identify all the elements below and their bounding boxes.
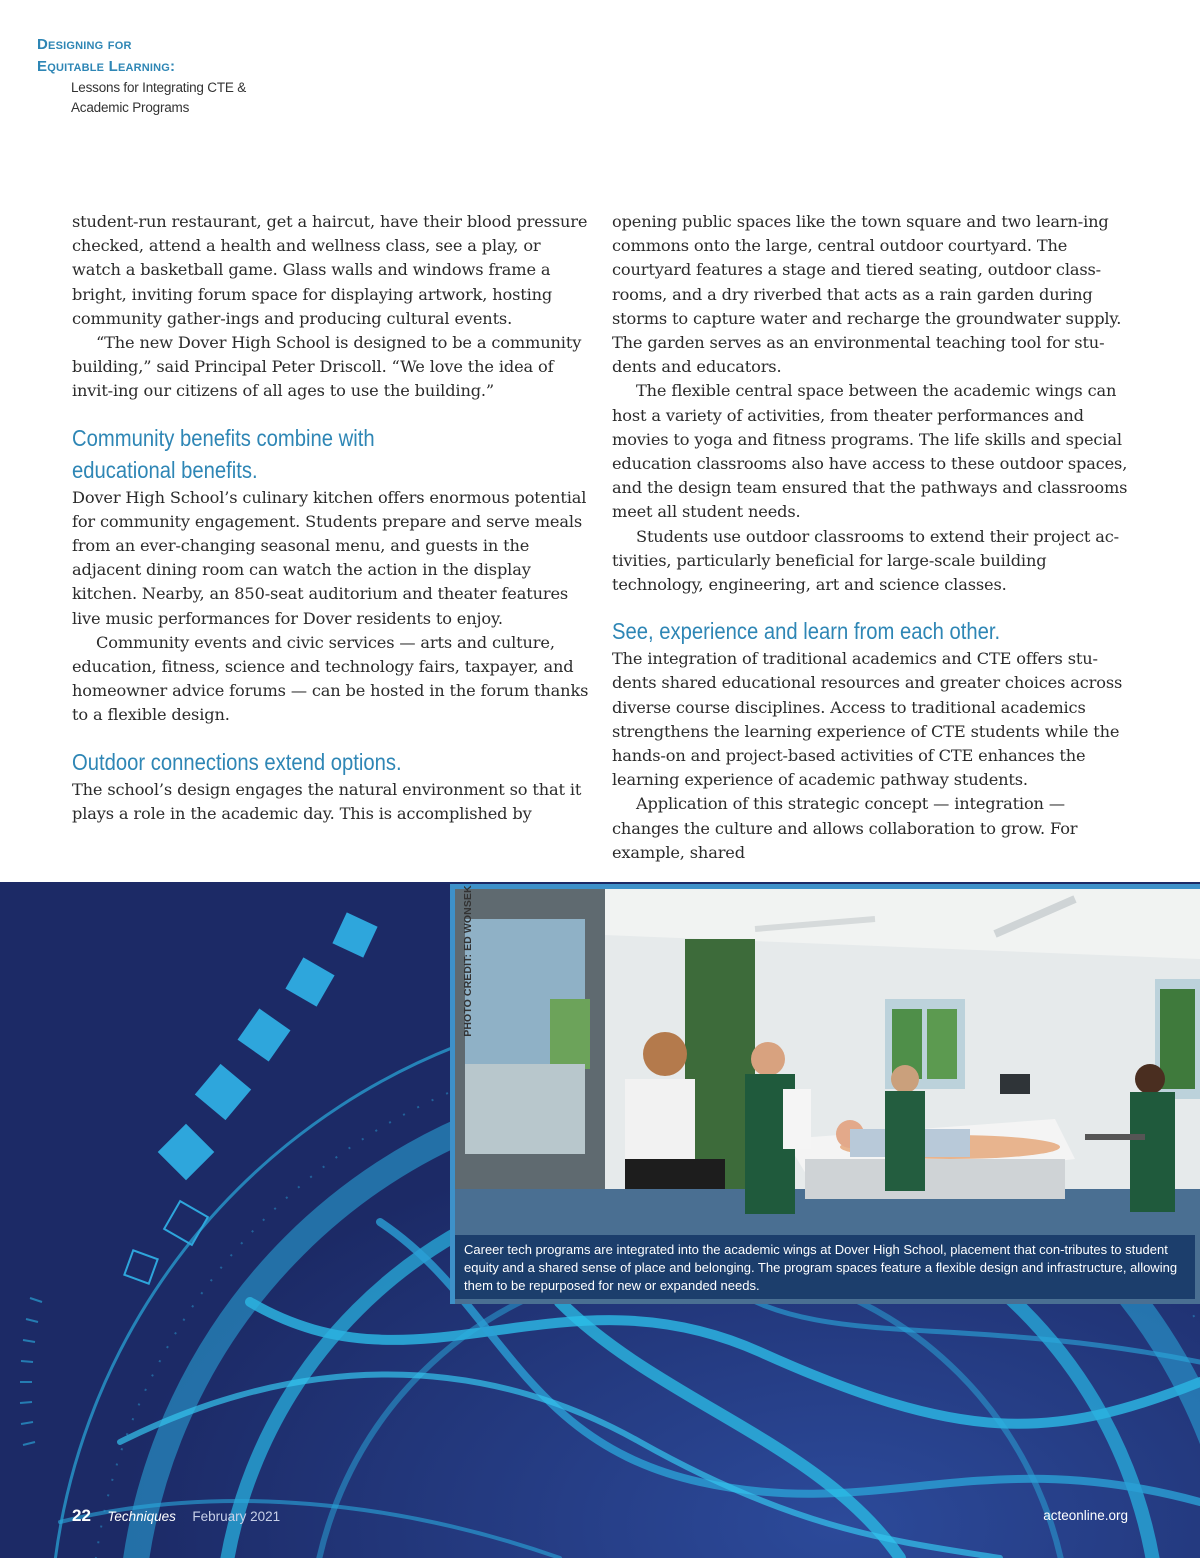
- section-heading-see-experience: See, experience and learn from each other.: [612, 618, 1001, 645]
- series-title-line-2: Equitable Learning:: [37, 58, 176, 75]
- page-footer-left: [72, 1506, 280, 1526]
- paragraph: Community events and civic services — arts and culture, education, fitness, science and technology fairs, taxpayer, and homeowner advice forums — can be hosted in the forum thanks to a flexible design.: [72, 632, 589, 725]
- paragraph: Students use outdoor classrooms to extend their project ac-tivities, particularly beneficial for large-scale building technology, engineering, art and science classes.: [612, 526, 1119, 595]
- photo-caption: Career tech programs are integrated into the academic wings at Dover High School, placement that con-tributes to student equity and a shared sense of place and belonging. The program spaces feature a flexible design and infrastructure, allowing them to be repurposed for new or expanded needs.: [455, 1235, 1195, 1299]
- page-number: 22: [72, 1506, 91, 1525]
- heading-line: Community benefits combine with: [72, 424, 375, 451]
- left-text-column: [72, 210, 592, 826]
- photo-credit: [454, 885, 482, 1037]
- right-text-column: [612, 210, 1132, 865]
- issue-date: February 2021: [192, 1509, 281, 1524]
- website-url[interactable]: acteonline.org: [1043, 1508, 1128, 1523]
- section-heading-community-benefits: [72, 422, 530, 486]
- paragraph: The flexible central space between the academic wings can host a variety of activities, from theater performances and movies to yoga and fitness programs. The life skills and special education classrooms also have access to these outdoor spaces, and the design team ensured that the pathways and classrooms meet all student needs.: [612, 381, 1128, 522]
- section-heading-outdoor-connections: Outdoor connections extend options.: [72, 748, 402, 775]
- heading-line: educational benefits.: [72, 456, 258, 483]
- paragraph: The school’s design engages the natural environment so that it plays a role in the academic day. This is accomplished by: [72, 779, 582, 823]
- series-subtitle-line-1: Lessons for Integrating CTE &: [71, 80, 247, 95]
- photo-credit-text: PHOTO CREDIT: ED WONSEK: [462, 885, 474, 1037]
- paragraph: Application of this strategic concept — integration — changes the culture and allows collaboration to grow. For example, shared: [612, 794, 1078, 862]
- paragraph: The integration of traditional academics and CTE offers stu-dents shared educational resources and greater choices across diverse course disciplines. Access to traditional academics strengthens the learning experience of CTE students while the hands-on and project-based activities of CTE enhances the learning experience of academic pathway students.: [612, 649, 1123, 790]
- paragraph: Dover High School’s culinary kitchen offers enormous potential for community engagement. Students prepare and serve meals from an ever-changing seasonal menu, and guests in the adjacent dining room can watch the action in the display kitchen. Nearby, an 850-seat auditorium and theater features live music performances for Dover residents to enjoy.: [72, 487, 587, 628]
- paragraph-quote: “The new Dover High School is designed to be a community building,” said Principal Peter Driscoll. “We love the idea of invit-ing our citizens of all ages to use the building.”: [72, 333, 582, 401]
- magazine-title: Techniques: [107, 1509, 176, 1524]
- series-title-line-1: Designing for: [37, 36, 132, 53]
- series-subtitle-line-2: Academic Programs: [71, 100, 190, 115]
- article-series-header: [37, 34, 246, 118]
- paragraph: student-run restaurant, get a haircut, have their blood pressure checked, attend a health and wellness class, see a play, or watch a basketball game. Glass walls and windows frame a bright, inviting forum space for displaying artwork, hosting community gather-ings and producing cultural events.: [72, 212, 588, 328]
- paragraph: opening public spaces like the town square and two learn-ing commons onto the large, central outdoor courtyard. The courtyard features a stage and tiered seating, outdoor class-rooms, and a dry riverbed that acts as a rain garden during storms to capture water and recharge the groundwater supply. The garden serves as an environmental teaching tool for stu-dents and educators.: [612, 212, 1122, 377]
